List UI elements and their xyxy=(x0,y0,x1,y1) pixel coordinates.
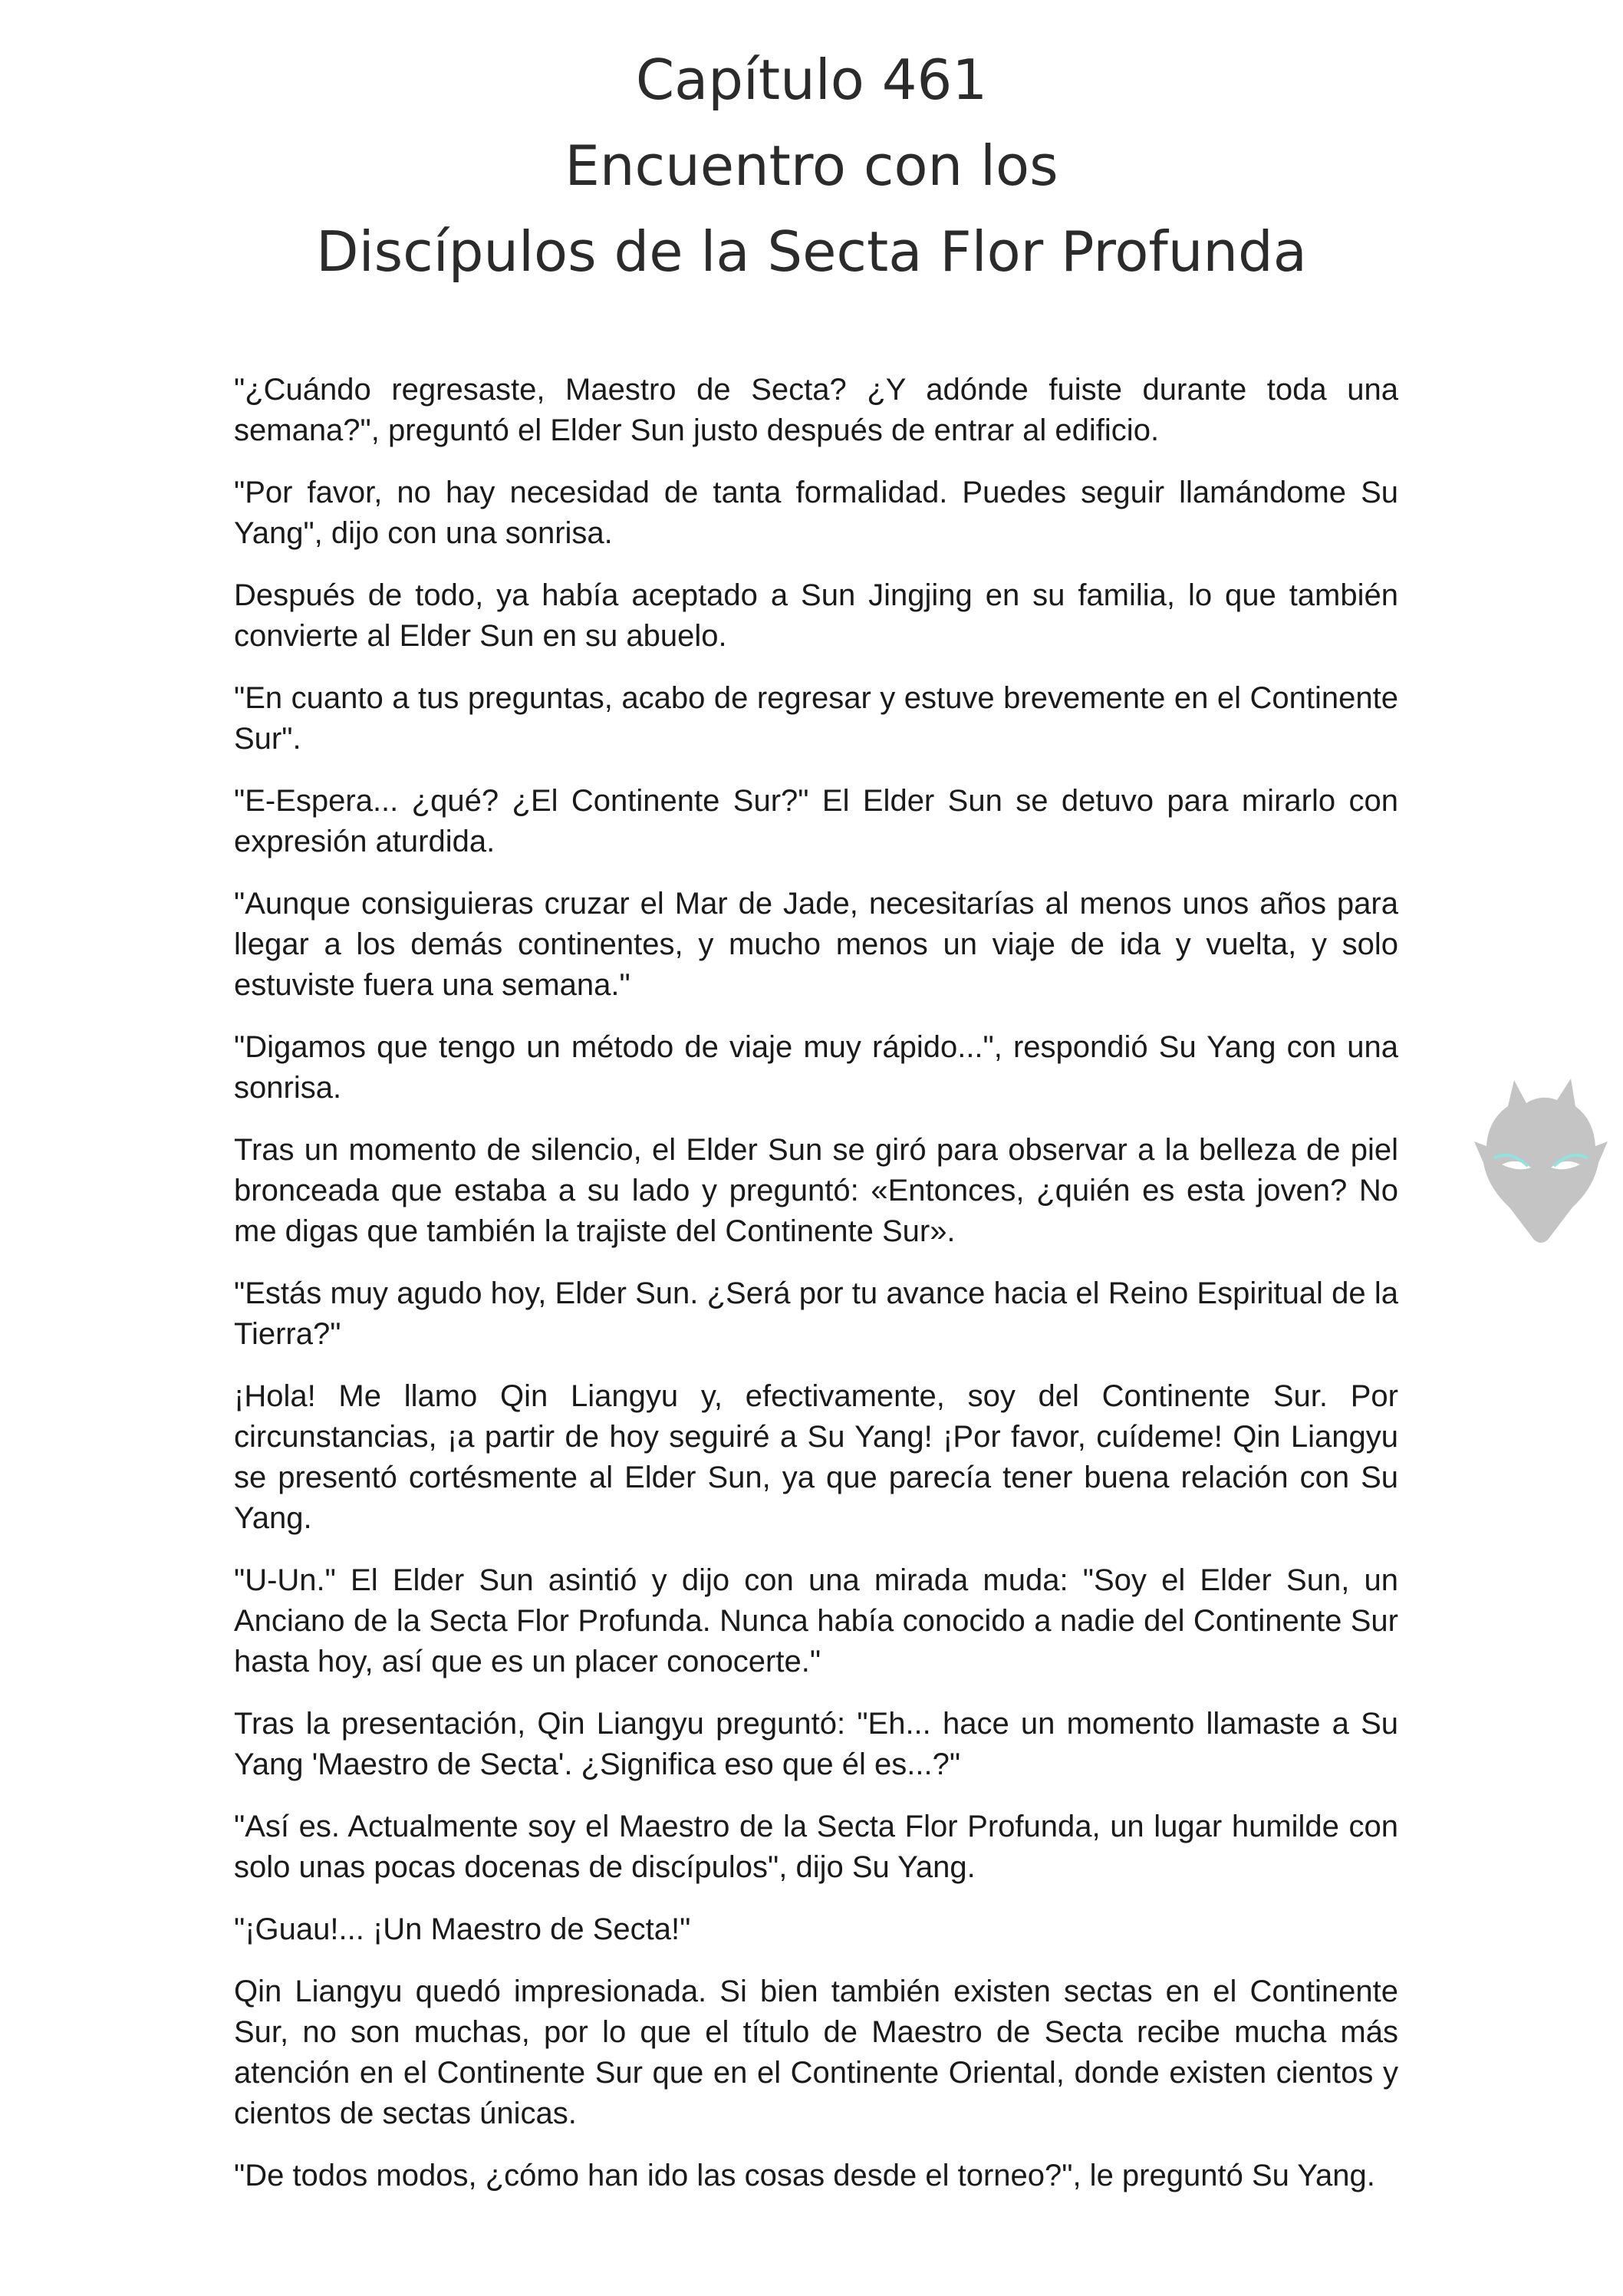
paragraph: Tras un momento de silencio, el Elder Sun se giró para observar a la belleza de piel bronceada que estaba a su lado y preguntó: «Entonces, ¿quién es esta joven? No me digas que también la trajiste del Continente Sur». xyxy=(234,1133,1398,1248)
paragraph: "Digamos que tengo un método de viaje muy rápido...", respondió Su Yang con una sonrisa. xyxy=(234,1030,1398,1105)
paragraph: "Por favor, no hay necesidad de tanta formalidad. Puedes seguir llamándome Su Yang", dijo con una sonrisa. xyxy=(234,476,1398,550)
chapter-title-line-2: Discípulos de la Secta Flor Profunda xyxy=(316,219,1307,284)
paragraph: "¿Cuándo regresaste, Maestro de Secta? ¿Y adónde fuiste durante toda una semana?", preguntó el Elder Sun justo después de entrar al edificio. xyxy=(234,373,1398,447)
demon-head-logo-icon xyxy=(1471,1072,1611,1246)
paragraph: "En cuanto a tus preguntas, acabo de regresar y estuve brevemente en el Continente Sur". xyxy=(234,681,1398,756)
paragraph: ¡Hola! Me llamo Qin Liangyu y, efectivamente, soy del Continente Sur. Por circunstancias, ¡a partir de hoy seguiré a Su Yang! ¡Por favor, cuídeme! Qin Liangyu se presentó cortésmente al Elder Sun, ya que parecía tener buena relación con Su Yang. xyxy=(234,1379,1398,1535)
paragraph: Tras la presentación, Qin Liangyu preguntó: "Eh... hace un momento llamaste a Su Yang 'Maestro de Secta'. ¿Significa eso que él es...?" xyxy=(234,1707,1398,1781)
paragraph: "E-Espera... ¿qué? ¿El Continente Sur?" El Elder Sun se detuvo para mirarlo con expresión aturdida. xyxy=(234,784,1398,858)
paragraph: "Aunque consiguieras cruzar el Mar de Jade, necesitarías al menos unos años para llegar a los demás continentes, y mucho menos un viaje de ida y vuelta, y solo estuviste fuera una semana." xyxy=(234,887,1398,1002)
chapter-body xyxy=(234,370,1398,2218)
paragraph: "Así es. Actualmente soy el Maestro de la Secta Flor Profunda, un lugar humilde con solo unas pocas docenas de discípulos", dijo Su Yang. xyxy=(234,1810,1398,1884)
chapter-title xyxy=(0,37,1623,295)
chapter-number: Capítulo 461 xyxy=(635,48,988,112)
paragraph: Después de todo, ya había aceptado a Sun Jingjing en su familia, lo que también convierte al Elder Sun en su abuelo. xyxy=(234,578,1398,653)
paragraph: "U-Un." El Elder Sun asintió y dijo con una mirada muda: "Soy el Elder Sun, un Anciano de la Secta Flor Profunda. Nunca había conocido a nadie del Continente Sur hasta hoy, así que es un placer conocerte." xyxy=(234,1563,1398,1678)
chapter-title-line-1: Encuentro con los xyxy=(565,133,1058,198)
paragraph: "Estás muy agudo hoy, Elder Sun. ¿Será por tu avance hacia el Reino Espiritual de la Tierra?" xyxy=(234,1276,1398,1351)
paragraph: "¡Guau!... ¡Un Maestro de Secta!" xyxy=(234,1912,691,1946)
paragraph: Qin Liangyu quedó impresionada. Si bien también existen sectas en el Continente Sur, no son muchas, por lo que el título de Maestro de Secta recibe mucha más atención en el Continente Sur que en el Continente Oriental, donde existen cientos y cientos de sectas únicas. xyxy=(234,1975,1398,2130)
paragraph: "De todos modos, ¿cómo han ido las cosas desde el torneo?", le preguntó Su Yang. xyxy=(234,2159,1375,2192)
